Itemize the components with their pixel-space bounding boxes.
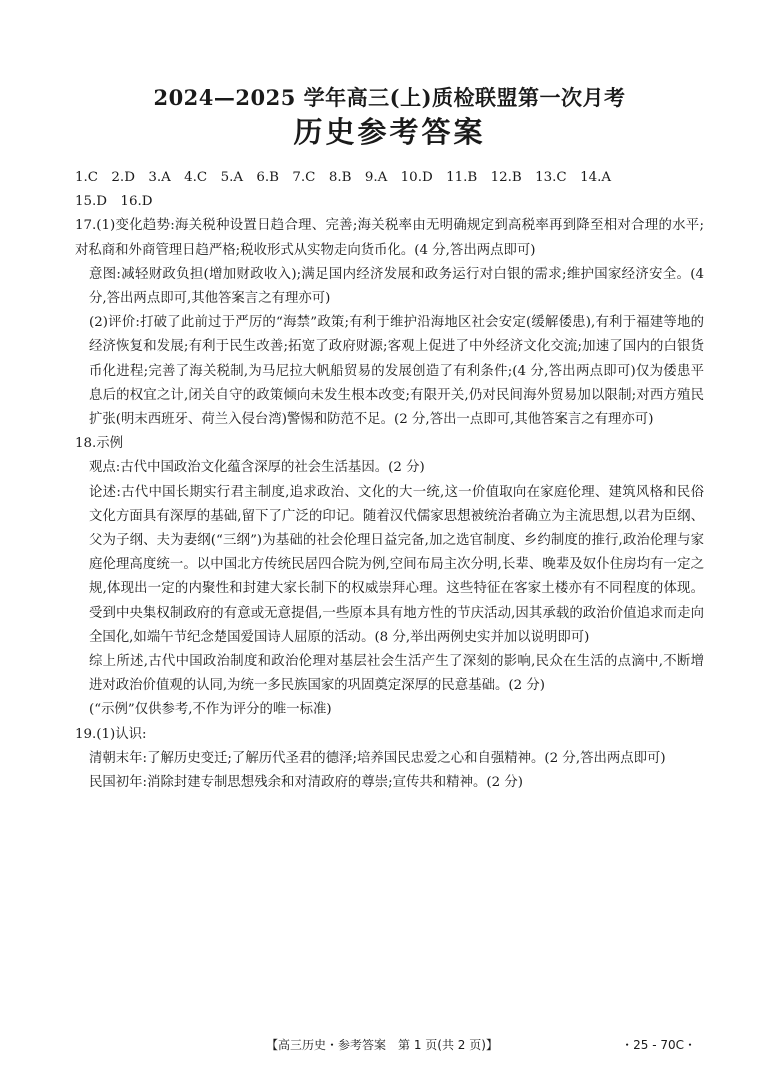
question-19 <box>75 723 704 796</box>
q19-heading: 19.(1)认识: <box>75 726 147 742</box>
q18-heading: 18.示例 <box>75 436 124 452</box>
q17-part2-evaluation: (2)评价:打破了此前过于严厉的“海禁”政策;有利于维护沿海地区社会安定(缓解倭患),有利于福建等地的经济恢复和发展;有利于民生改善;拓宽了政府财源;客观上促进了中外经济文化交流;加速了国内的白银货币化进程;完善了海关税制,为马尼拉大帆船贸易的发展创造了有利条件;(4 分,答出两点即可)仅为倭患平息后的权宜之计,闭关自守的政策倾向未发生根本改变;有限开关,仍对民间海外贸易加以限制;对西方殖民扩张(明末西班牙、荷兰入侵台湾)警惕和防范不足。(2 分,答出一点即可,其他答案言之有理亦可) <box>89 315 704 428</box>
q18-note: (“示例”仅供参考,不作为评分的唯一标准) <box>89 702 332 718</box>
q17-part1-intent: 意图:减轻财政负担(增加财政收入);满足国内经济发展和政务运行对白银的需求;维护国家经济安全。(4 分,答出两点即可,其他答案言之有理亦可) <box>89 266 704 307</box>
footer-page-info: 【高三历史・参考答案 第 1 页(共 2 页)】 <box>266 1038 498 1052</box>
q18-conclusion: 综上所述,古代中国政治制度和政治伦理对基层社会生活产生了深刻的影响,民众在生活的点滴中,不断增进对政治价值观的认同,为统一多民族国家的巩固奠定深厚的民意基础。(2 分) <box>89 654 704 694</box>
mcq-line-1: 1.C 2.D 3.A 4.C 5.A 6.B 7.C 8.B 9.A 10.D 11.B 12.B 13.C 14.A <box>75 170 612 185</box>
answer-key-title: 历史参考答案 <box>293 115 486 149</box>
mcq-line-2: 15.D 16.D <box>75 194 153 210</box>
exam-title: 2024—2025 学年高三(上)质检联盟第一次月考 <box>153 85 626 110</box>
q17-part1-trend: 17.(1)变化趋势:海关税种设置日趋合理、完善;海关税率由无明确规定到高税率再到降至相对合理的水平;对私商和外商管理日趋严格;税收形式从实物走向货币化。(4 分,答出两点即可) <box>75 218 704 258</box>
q19-late-qing: 清朝末年:了解历史变迁;了解历代圣君的德泽;培养国民忠爱之心和自强精神。(2 分,答出两点即可) <box>89 750 666 766</box>
q18-argument: 论述:古代中国长期实行君主制度,追求政治、文化的大一统,这一价值取向在家庭伦理、建筑风格和民俗文化方面具有深厚的基础,留下了广泛的印记。随着汉代儒家思想被统治者确立为主流思想,以君为臣纲、父为子纲、夫为妻纲(“三纲”)为基础的社会伦理日益完备,加之选官制度、乡约制度的推行,政治伦理与家庭伦理高度统一。以中国北方传统民居四合院为例,空间布局主次分明,长辈、晚辈及奴仆住房均有一定之规,体现出一定的内聚性和封建大家长制下的权威崇拜心理。这些特征在客家土楼亦有不同程度的体现。受到中央集权制政府的有意或无意提倡,一些原本具有地方性的节庆活动,因其承载的政治价值追求而走向全国化,如端午节纪念楚国爱国诗人屈原的活动。(8 分,举出两例史实并加以说明即可) <box>89 484 704 645</box>
question-18 <box>75 432 704 722</box>
answer-body <box>75 166 704 795</box>
footer-code: ・25 - 70C・ <box>621 1038 696 1052</box>
mcq-answers <box>75 166 704 214</box>
question-17 <box>75 214 704 432</box>
q19-early-republic: 民国初年:消除封建专制思想残余和对清政府的尊崇;宣传共和精神。(2 分) <box>89 775 523 791</box>
q18-viewpoint: 观点:古代中国政治文化蕴含深厚的社会生活基因。(2 分) <box>89 460 425 476</box>
